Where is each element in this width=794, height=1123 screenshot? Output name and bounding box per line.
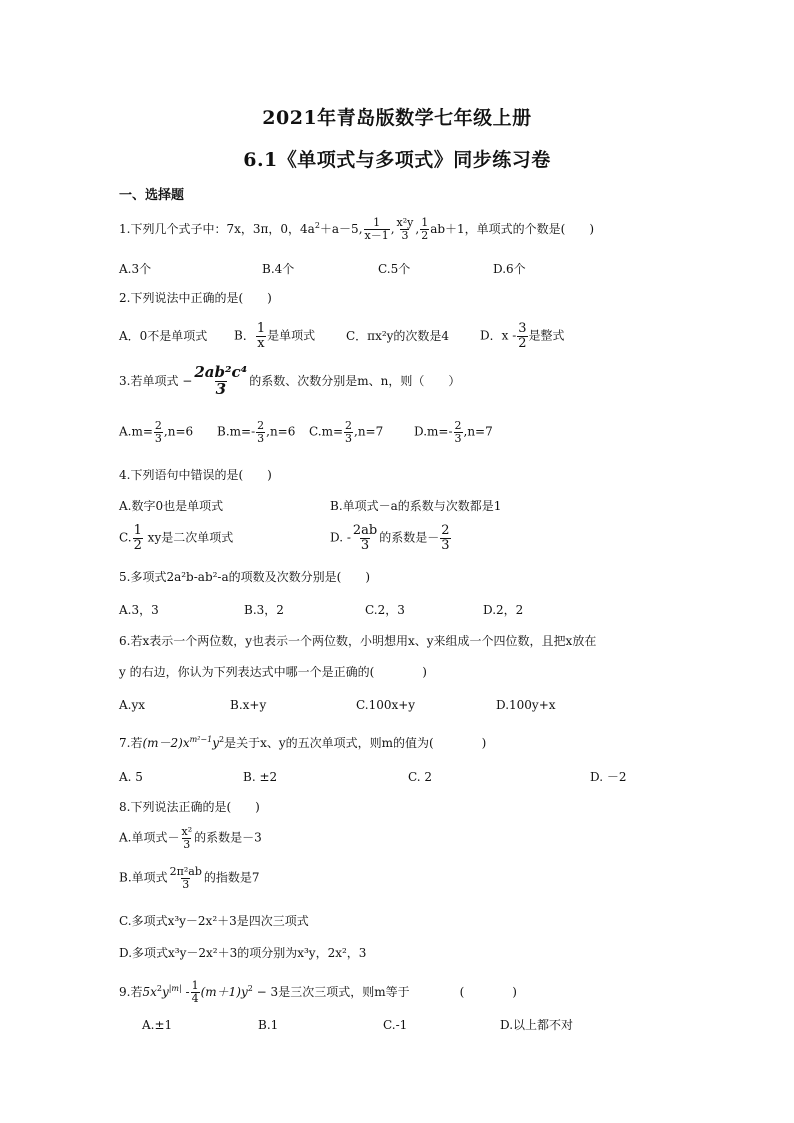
option-d: D.100y+x — [496, 698, 556, 712]
option-b: B. ±2 — [243, 770, 278, 784]
option-q8-d: D.多项式x³y－2x²＋3的项分别为x³y，2x²，3 — [119, 946, 367, 960]
fraction: $\frac{\text{2π²ab}}{3}$ — [169, 865, 202, 891]
question-2: 2.下列说法中正确的是( ) — [119, 291, 272, 305]
section-heading: 一、选择题 — [119, 188, 185, 203]
option-c: C. $\frac{1}{2}$ xy是二次单项式 — [119, 523, 234, 553]
question-7: 7.若$(m-2)x^{m^2-1}y^2$是关于x、y的五次单项式，则m的值为( ) — [119, 735, 487, 750]
page-title: 2021年青岛版数学七年级上册 — [262, 107, 532, 129]
fraction: $\frac{1}{2}$ — [133, 523, 142, 553]
question-1: 1.下列几个式子中：7x，3π，0，$4a^2+a-5$, $\frac{1}{x-1}$ , $\frac{\text{x²y}}{3}$ , $\frac{1}{2}$ ab＋1，单项式的个数是( ) — [119, 216, 595, 242]
question-5: 5.多项式2a²b-ab²-a的项数及次数分别是( ) — [119, 570, 371, 584]
option-b: B.1 — [258, 1018, 279, 1032]
option-q8-b: B.单项式 $\frac{\text{2π²ab}}{3}$ 的指数是7 — [119, 865, 260, 891]
fraction: $\frac{1}{x}$ — [256, 321, 266, 351]
option-b: B.m=- $\frac{2}{3}$ ,n=6 — [217, 419, 296, 445]
question-6-line2: y 的右边，你认为下列表达式中哪一个是正确的( ) — [119, 665, 427, 679]
page-subtitle: 6.1《单项式与多项式》同步练习卷 — [243, 149, 551, 171]
option-c: C.2，3 — [365, 603, 405, 617]
question-3: 3.若单项式 − $\frac{\text{2ab²c⁴}}{3}$ 的系数、次数分别是m、n，则（ ） — [119, 363, 461, 398]
option-d: D.2，2 — [483, 603, 524, 617]
option-a: A.3个 — [119, 262, 152, 276]
option-d: D.m=- $\frac{2}{3}$ ,n=7 — [414, 419, 493, 445]
option-c: C.m= $\frac{2}{3}$ ,n=7 — [309, 419, 384, 445]
option-c: C．πx²y的次数是4 — [346, 329, 450, 343]
fraction: $\frac{1}{x-1}$ — [364, 216, 389, 242]
option-a: A.数字0也是单项式 — [119, 499, 224, 513]
question-6-line1: 6.若x表示一个两位数，y也表示一个两位数，小明想用x、y来组成一个四位数，且把x放在 — [119, 634, 597, 648]
option-a: A.±1 — [142, 1018, 173, 1032]
option-d: D.以上都不对 — [500, 1018, 574, 1032]
option-d: D. - $\frac{2ab}{3}$ 的系数是－ $\frac{2}{3}$ — [330, 523, 450, 553]
question-9: 9.若$5x^2y^{|m|}$ - $\frac{1}{4}$ $(m+1)y^2 - 3$是三次三项式，则m等于 ( ) — [119, 979, 517, 1005]
option-c: C.100x+y — [356, 698, 416, 712]
option-b: B.单项式－a的系数与次数都是1 — [330, 499, 502, 513]
fraction: $\frac{\text{x²}}{3}$ — [181, 825, 193, 851]
option-d: D．x - $\frac{3}{2}$ 是整式 — [480, 321, 565, 351]
fraction: $\frac{\text{2ab²c⁴}}{3}$ — [194, 363, 248, 398]
fraction: $\frac{2}{3}$ — [154, 419, 162, 445]
option-d: D.6个 — [493, 262, 526, 276]
option-d: D. －2 — [590, 770, 627, 784]
option-b: B.4个 — [262, 262, 295, 276]
option-a: A.3，3 — [119, 603, 159, 617]
fraction: $\frac{\text{x²y}}{3}$ — [396, 216, 414, 242]
question-4: 4.下列语句中错误的是( ) — [119, 468, 272, 482]
option-b: B.x+y — [230, 698, 267, 712]
fraction: $\frac{2}{3}$ — [257, 419, 265, 445]
option-c: C.5个 — [378, 262, 411, 276]
fraction: $\frac{2}{3}$ — [454, 419, 462, 445]
option-b: B． $\frac{1}{x}$ 是单项式 — [234, 321, 316, 351]
question-8: 8.下列说法正确的是( ) — [119, 800, 260, 814]
option-b: B.3，2 — [244, 603, 284, 617]
fraction: $\frac{2}{3}$ — [345, 419, 353, 445]
option-c: C. 2 — [408, 770, 433, 784]
option-q8-a: A.单项式－ $\frac{\text{x²}}{3}$ 的系数是－3 — [119, 825, 262, 851]
option-c: C.-1 — [383, 1018, 408, 1032]
fraction: $\frac{2ab}{3}$ — [352, 523, 378, 553]
option-q8-c: C.多项式x³y－2x²＋3是四次三项式 — [119, 914, 309, 928]
option-a: A．0不是单项式 — [119, 329, 208, 343]
fraction: $\frac{3}{2}$ — [518, 321, 527, 351]
fraction: $\frac{2}{3}$ — [441, 523, 450, 553]
option-a: A.m= $\frac{2}{3}$ ,n=6 — [119, 419, 194, 445]
fraction: $\frac{1}{2}$ — [421, 216, 429, 242]
fraction: $\frac{1}{4}$ — [191, 979, 199, 1005]
option-a: A.yx — [119, 698, 146, 712]
option-a: A. 5 — [119, 770, 143, 784]
